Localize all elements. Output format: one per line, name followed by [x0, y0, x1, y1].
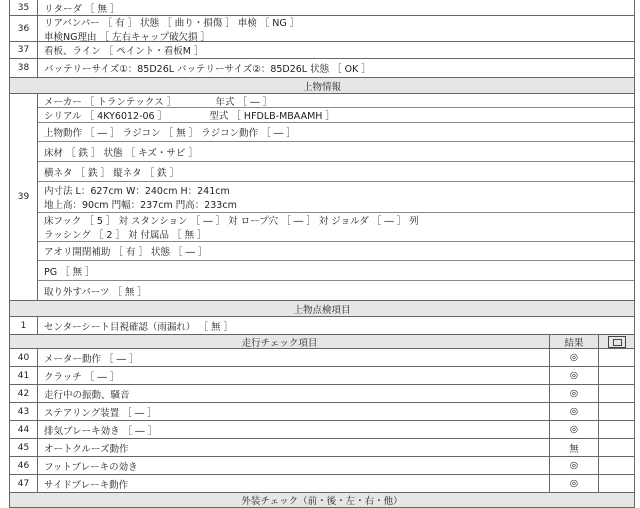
drive-row-40 — [10, 349, 634, 367]
dimensions-block — [38, 182, 634, 213]
row-text: 走行中の振動、騒音 — [44, 389, 130, 401]
row-number: 46 — [10, 457, 38, 474]
serial-line: シリアル ［ 4KY6012-06 ］ 型式 ［ HFDLB-MBAAMH ］ — [38, 108, 634, 123]
row-tail — [598, 475, 634, 492]
section-header-exterior: 外装チェック（前・後・左・右・他） — [10, 493, 634, 508]
row-tail — [598, 403, 634, 420]
row-result: ◎ — [549, 421, 598, 438]
copy-button[interactable] — [598, 335, 634, 348]
row-number: 45 — [10, 439, 38, 456]
row-text: センターシート目視確認（雨漏れ） ［ 無 ］ — [44, 321, 233, 333]
row-text: 排気ブレーキ効き ［ ― ］ — [44, 425, 158, 437]
row-number: 47 — [10, 475, 38, 492]
removable-parts-line: 取り外すパーツ ［ 無 ］ — [44, 286, 147, 298]
cross-member-line: 横ネタ ［ 鉄 ］ 縦ネタ ［ 鉄 ］ — [38, 162, 634, 182]
row-tail — [598, 457, 634, 474]
drive-row-44 — [10, 421, 634, 439]
inner-dimensions: 内寸法 L：627cm W：240cm H：241cm — [44, 186, 230, 197]
drive-row-41 — [10, 367, 634, 385]
equipment-details — [38, 94, 634, 300]
row-text: リターダ ［ 無 ］ — [44, 3, 120, 15]
row-text: ステアリング装置 ［ ― ］ — [44, 407, 157, 419]
row-35 — [10, 0, 634, 16]
row-result: ◎ — [549, 349, 598, 366]
maker-line: メーカー ［ トランテックス ］ 年式 ［ ― ］ — [38, 94, 634, 108]
row-result: ◎ — [549, 403, 598, 420]
row-text: バッテリーサイズ①：85D26L バッテリーサイズ②：85D26L 状態 ［ OK ］ — [44, 64, 371, 75]
row-number: 44 — [10, 421, 38, 438]
inspection-ng-reason: 車検NG理由 ［ 左右キャップ破欠損 ］ — [44, 31, 211, 41]
row-tail — [598, 439, 634, 456]
section-header-equipment: 上物情報 — [10, 78, 634, 94]
row-number: 43 — [10, 403, 38, 420]
row-number: 41 — [10, 367, 38, 384]
row-39 — [10, 94, 634, 301]
row-text: クラッチ ［ ― ］ — [44, 371, 120, 383]
copy-icon — [608, 336, 626, 348]
row-tail — [598, 385, 634, 402]
row-36 — [10, 16, 634, 42]
result-header: 結果 — [549, 335, 598, 348]
lashing: ラッシング ［ 2 ］ 対 付属品 ［ 無 ］ — [44, 230, 207, 241]
row-text: メーター動作 ［ ― ］ — [44, 353, 139, 365]
row-result: ◎ — [549, 385, 598, 402]
drive-row-47 — [10, 475, 634, 493]
row-number: 36 — [10, 16, 38, 41]
hooks-block — [38, 213, 634, 242]
ground-height: 地上高：90cm 門幅：237cm 門高：233cm — [44, 200, 237, 211]
pg-line: PG ［ 無 ］ — [38, 261, 634, 281]
floor-hooks: 床フック ［ 5 ］ 対 スタンション ［ ― ］ 対 ロープ穴 ［ ― ］ 対 ジョルダ ［ ― ］ 列 — [44, 216, 419, 227]
row-result: ◎ — [549, 367, 598, 384]
row-37 — [10, 42, 634, 59]
row-number: 38 — [10, 59, 38, 77]
row-result: 無 — [549, 439, 598, 456]
row-number: 40 — [10, 349, 38, 366]
row-number: 35 — [10, 0, 38, 15]
drive-row-42 — [10, 385, 634, 403]
row-text: サイドブレーキ動作 — [44, 479, 129, 491]
row-text — [38, 16, 634, 41]
row-text: 看板、ライン ［ ペイント・看板M ］ — [44, 46, 204, 57]
drive-row-45 — [10, 439, 634, 457]
inspection-sheet — [9, 0, 635, 508]
row-number: 1 — [10, 317, 38, 334]
drive-check-header — [10, 335, 634, 349]
row-number: 42 — [10, 385, 38, 402]
section-header-inspection: 上物点検項目 — [10, 301, 634, 317]
floor-material-line: 床材 ［ 鉄 ］ 状態 ［ キズ・サビ ］ — [38, 142, 634, 162]
drive-row-46 — [10, 457, 634, 475]
row-number: 39 — [10, 94, 38, 300]
row-tail — [598, 421, 634, 438]
row-38 — [10, 59, 634, 78]
inspection-row-1 — [10, 317, 634, 335]
row-tail — [598, 367, 634, 384]
drive-row-43 — [10, 403, 634, 421]
row-text: オートクルーズ動作 — [44, 443, 129, 455]
body-operation-line: 上物動作 ［ ― ］ ラジコン ［ 無 ］ ラジコン動作 ［ ― ］ — [38, 123, 634, 142]
tailgate-assist-line: アオリ開閉補助 ［ 有 ］ 状態 ［ ― ］ — [38, 242, 634, 261]
row-tail — [598, 349, 634, 366]
section-header-drive-check: 走行チェック項目 — [241, 337, 318, 348]
row-text: フットブレーキの効き — [44, 461, 138, 473]
row-result: ◎ — [549, 457, 598, 474]
rear-bumper-line: リアバンパー ［ 有 ］ 状態 ［ 曲り・損傷 ］ 車検 ［ NG ］ — [44, 17, 300, 29]
row-result: ◎ — [549, 475, 598, 492]
row-number: 37 — [10, 42, 38, 58]
